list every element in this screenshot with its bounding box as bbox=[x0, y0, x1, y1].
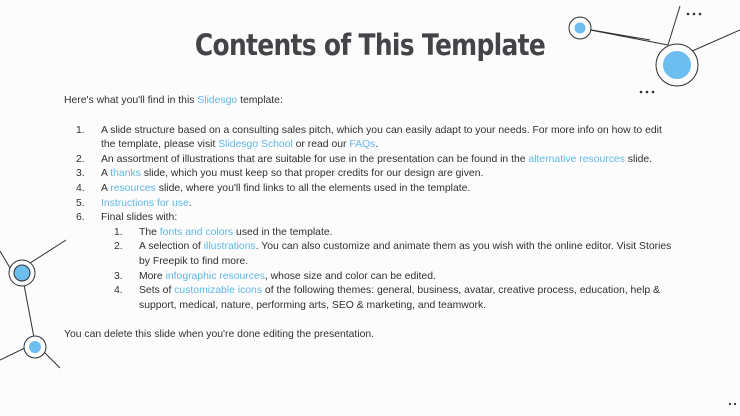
list-number: 4. bbox=[76, 182, 85, 194]
sublist-item-2 bbox=[64, 240, 676, 269]
contents-body bbox=[64, 94, 676, 343]
list-text: . bbox=[188, 197, 192, 209]
sublist-item-3 bbox=[64, 270, 676, 285]
list-item-3 bbox=[64, 167, 676, 182]
list-text: . You can also customize and animate them as you wish with the online editor. Visit Stories by Freepik to find more. bbox=[139, 241, 672, 267]
list-text: Sets of bbox=[139, 285, 175, 297]
list-number: 3. bbox=[76, 168, 85, 180]
list-text: slide. bbox=[624, 153, 653, 165]
sublist-item-1 bbox=[64, 226, 676, 241]
list-text: A bbox=[101, 182, 111, 194]
faqs-link[interactable]: FAQs bbox=[349, 139, 376, 151]
list-item-2 bbox=[64, 153, 676, 168]
list-text: , whose size and color can be edited. bbox=[264, 270, 436, 282]
fonts-and-colors-link[interactable]: fonts and colors bbox=[159, 226, 234, 238]
list-text: slide, where you'll find links to all the elements used in the template. bbox=[155, 182, 471, 194]
list-text: A slide structure based on a consulting sales pitch, which you can easily adapt to your needs. For more info on how to edit the template, please visit bbox=[101, 124, 662, 151]
list-number: 5. bbox=[76, 197, 85, 209]
list-item-4 bbox=[64, 182, 676, 197]
intro-before: Here's what you'll find in this bbox=[64, 95, 198, 106]
list-text: The bbox=[139, 226, 160, 238]
slidesgo-school-link[interactable]: Slidesgo School bbox=[218, 139, 293, 151]
list-text: A selection of bbox=[139, 241, 204, 253]
list-text: slide, which you must keep so that proper credits for our design are given. bbox=[140, 168, 484, 180]
outro-text: You can delete this slide when you're done editing the presentation. bbox=[64, 329, 375, 341]
list-number: 3. bbox=[114, 270, 123, 282]
list-text: of the following themes: general, business, avatar, creative process, education, help & support, medical, nature, performing arts, SEO & marketing, and teamwork. bbox=[139, 285, 660, 311]
network-icon-left bbox=[0, 240, 66, 368]
list-number: 1. bbox=[114, 226, 123, 238]
sublist-item-4 bbox=[64, 284, 676, 313]
alternative-resources-link[interactable]: alternative resources bbox=[528, 153, 625, 165]
slidesgo-link[interactable]: Slidesgo bbox=[197, 95, 238, 106]
list-number: 2. bbox=[76, 153, 85, 165]
final-slides-sublist bbox=[64, 226, 676, 314]
thanks-link[interactable]: thanks bbox=[110, 168, 141, 180]
list-text: A bbox=[101, 168, 111, 180]
slide-title: Contents of This Template bbox=[194, 28, 546, 62]
list-text: Final slides with: bbox=[101, 212, 178, 224]
instructions-link[interactable]: Instructions for use bbox=[101, 197, 189, 209]
list-number: 6. bbox=[76, 212, 85, 224]
list-text: used in the template. bbox=[233, 226, 333, 238]
dots-icon-bottom-right bbox=[729, 403, 736, 405]
list-text: An assortment of illustrations that are suitable for use in the presentation can be found in the bbox=[101, 153, 529, 165]
contents-list bbox=[64, 124, 676, 226]
list-item-6 bbox=[64, 211, 676, 226]
list-item-1 bbox=[64, 124, 676, 153]
resources-link[interactable]: resources bbox=[110, 182, 156, 194]
intro-after: template: bbox=[237, 95, 283, 106]
list-number: 2. bbox=[114, 241, 123, 253]
customizable-icons-link[interactable]: customizable icons bbox=[174, 285, 263, 297]
list-text: or read our bbox=[292, 139, 350, 151]
list-number: 4. bbox=[114, 285, 123, 297]
list-number: 1. bbox=[76, 124, 85, 136]
illustrations-link[interactable]: illustrations bbox=[203, 241, 256, 253]
infographic-resources-link[interactable]: infographic resources bbox=[165, 270, 265, 282]
list-text: More bbox=[139, 270, 166, 282]
list-item-5 bbox=[64, 197, 676, 212]
intro-text bbox=[64, 94, 676, 109]
list-text: . bbox=[375, 139, 379, 151]
